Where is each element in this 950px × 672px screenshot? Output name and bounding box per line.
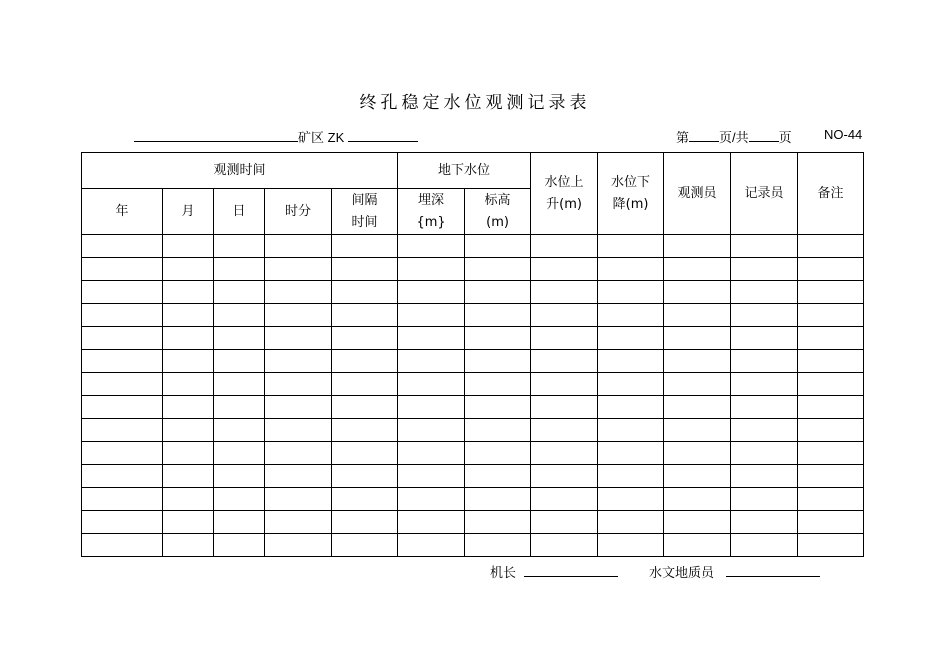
table-cell[interactable] [163, 258, 214, 281]
footer-hydrogeologist [649, 562, 820, 581]
header-remarks: 备注 [798, 153, 864, 235]
table-cell[interactable] [332, 465, 398, 488]
header-water-fall: 水位下降(m) [598, 153, 664, 235]
table-cell[interactable] [265, 465, 332, 488]
table-cell[interactable] [531, 396, 598, 419]
table-cell[interactable] [731, 442, 798, 465]
page-prefix: 第 [676, 130, 690, 145]
table-cell[interactable] [398, 488, 465, 511]
table-cell[interactable] [598, 327, 664, 350]
table-cell[interactable] [163, 304, 214, 327]
table-cell[interactable] [465, 350, 531, 373]
table-cell[interactable] [531, 442, 598, 465]
table-cell[interactable] [398, 258, 465, 281]
table-cell[interactable] [598, 511, 664, 534]
table-row [82, 511, 864, 534]
table-cell[interactable] [798, 465, 864, 488]
table-cell[interactable] [731, 534, 798, 557]
zk-number-blank[interactable] [348, 129, 418, 142]
table-cell[interactable] [465, 373, 531, 396]
page-suffix: 页 [778, 130, 792, 145]
table-cell[interactable] [265, 488, 332, 511]
table-cell[interactable] [163, 373, 214, 396]
table-cell[interactable] [332, 396, 398, 419]
table-cell[interactable] [332, 235, 398, 258]
form-number: NO-44 [824, 127, 863, 142]
header-groundwater-level: 地下水位 [398, 153, 531, 189]
table-cell[interactable] [82, 465, 163, 488]
table-row [82, 396, 864, 419]
table-cell[interactable] [664, 235, 731, 258]
table-cell[interactable] [398, 534, 465, 557]
table-cell[interactable] [265, 534, 332, 557]
table-row [82, 465, 864, 488]
table-cell[interactable] [265, 235, 332, 258]
captain-label: 机长 [490, 566, 517, 581]
table-cell[interactable] [163, 396, 214, 419]
header-hour-minute: 时分 [265, 189, 332, 235]
table-cell[interactable] [731, 235, 798, 258]
hydrogeologist-label: 水文地质员 [649, 566, 715, 581]
table-cell[interactable] [798, 396, 864, 419]
page-mid: 页/共 [719, 130, 749, 145]
table-cell[interactable] [531, 281, 598, 304]
table-cell[interactable] [82, 304, 163, 327]
table-cell[interactable] [731, 373, 798, 396]
table-cell[interactable] [163, 488, 214, 511]
table-cell[interactable] [531, 350, 598, 373]
table-cell[interactable] [598, 235, 664, 258]
table-cell[interactable] [531, 511, 598, 534]
table-cell[interactable] [598, 281, 664, 304]
table-row [82, 281, 864, 304]
table-cell[interactable] [82, 488, 163, 511]
table-cell[interactable] [731, 465, 798, 488]
table-cell[interactable] [798, 373, 864, 396]
table-cell[interactable] [731, 419, 798, 442]
header-day: 日 [214, 189, 265, 235]
table-cell[interactable] [398, 465, 465, 488]
table-cell[interactable] [332, 327, 398, 350]
header-depth: 埋深{m} [398, 189, 465, 235]
mine-name-blank[interactable] [134, 129, 298, 142]
table-cell[interactable] [598, 488, 664, 511]
table-cell[interactable] [332, 534, 398, 557]
table-cell[interactable] [465, 442, 531, 465]
table-cell[interactable] [598, 350, 664, 373]
table-cell[interactable] [332, 373, 398, 396]
table-cell[interactable] [82, 511, 163, 534]
table-cell[interactable] [598, 258, 664, 281]
table-cell[interactable] [214, 350, 265, 373]
page-current-blank[interactable] [689, 129, 719, 142]
table-cell[interactable] [214, 327, 265, 350]
table-cell[interactable] [214, 235, 265, 258]
table-cell[interactable] [664, 373, 731, 396]
table-cell[interactable] [332, 511, 398, 534]
table-cell[interactable] [265, 258, 332, 281]
table-cell[interactable] [598, 304, 664, 327]
table-row [82, 304, 864, 327]
table-cell[interactable] [265, 419, 332, 442]
table-cell[interactable] [398, 373, 465, 396]
header-elevation: 标高(m) [465, 189, 531, 235]
table-row [82, 235, 864, 258]
table-cell[interactable] [332, 419, 398, 442]
table-cell[interactable] [82, 235, 163, 258]
table-cell[interactable] [214, 373, 265, 396]
table-cell[interactable] [598, 534, 664, 557]
table-cell[interactable] [465, 511, 531, 534]
table-cell[interactable] [465, 465, 531, 488]
table-cell[interactable] [214, 281, 265, 304]
table-cell[interactable] [265, 511, 332, 534]
table-cell[interactable] [214, 442, 265, 465]
table-cell[interactable] [265, 442, 332, 465]
table-cell[interactable] [163, 534, 214, 557]
table-cell[interactable] [214, 488, 265, 511]
table-cell[interactable] [214, 465, 265, 488]
table-cell[interactable] [398, 511, 465, 534]
table-cell[interactable] [465, 396, 531, 419]
table-cell[interactable] [798, 258, 864, 281]
table-cell[interactable] [265, 373, 332, 396]
table-cell[interactable] [664, 419, 731, 442]
table-cell[interactable] [214, 534, 265, 557]
table-cell[interactable] [465, 534, 531, 557]
table-cell[interactable] [163, 235, 214, 258]
table-cell[interactable] [798, 350, 864, 373]
table-cell[interactable] [798, 419, 864, 442]
table-row [82, 327, 864, 350]
captain-signature-blank[interactable] [524, 564, 618, 577]
table-cell[interactable] [163, 465, 214, 488]
table-cell[interactable] [332, 442, 398, 465]
table-cell[interactable] [398, 396, 465, 419]
table-cell[interactable] [465, 281, 531, 304]
table-cell[interactable] [163, 350, 214, 373]
table-cell[interactable] [214, 304, 265, 327]
table-cell[interactable] [531, 488, 598, 511]
table-cell[interactable] [465, 488, 531, 511]
table-cell[interactable] [398, 327, 465, 350]
table-cell[interactable] [531, 235, 598, 258]
table-cell[interactable] [398, 419, 465, 442]
table-cell[interactable] [332, 258, 398, 281]
table-cell[interactable] [82, 373, 163, 396]
table-cell[interactable] [664, 327, 731, 350]
table-body [82, 235, 864, 557]
table-cell[interactable] [82, 350, 163, 373]
table-cell[interactable] [664, 304, 731, 327]
table-cell[interactable] [798, 442, 864, 465]
table-cell[interactable] [798, 235, 864, 258]
table-cell[interactable] [214, 258, 265, 281]
table-cell[interactable] [465, 235, 531, 258]
form-title: 终孔稳定水位观测记录表 [359, 93, 591, 113]
table-cell[interactable] [465, 327, 531, 350]
observation-table [81, 152, 864, 557]
table-cell[interactable] [531, 373, 598, 396]
table-cell[interactable] [265, 304, 332, 327]
table-cell[interactable] [332, 350, 398, 373]
table-cell[interactable] [664, 350, 731, 373]
table-cell[interactable] [82, 396, 163, 419]
table-cell[interactable] [82, 534, 163, 557]
table-row [82, 419, 864, 442]
table-cell[interactable] [163, 511, 214, 534]
table-cell[interactable] [731, 511, 798, 534]
table-row [82, 488, 864, 511]
table-cell[interactable] [465, 304, 531, 327]
header-month: 月 [163, 189, 214, 235]
table-cell[interactable] [332, 281, 398, 304]
table-cell[interactable] [664, 465, 731, 488]
header-observation-time: 观测时间 [82, 153, 398, 189]
table-cell[interactable] [731, 258, 798, 281]
table-cell[interactable] [82, 281, 163, 304]
table-cell[interactable] [531, 534, 598, 557]
table-row [82, 258, 864, 281]
table-cell[interactable] [163, 327, 214, 350]
table-cell[interactable] [163, 281, 214, 304]
table-cell[interactable] [798, 511, 864, 534]
mine-zk-line [134, 127, 418, 146]
table-cell[interactable] [798, 327, 864, 350]
table-cell[interactable] [731, 488, 798, 511]
mine-label: 矿区 [298, 130, 325, 145]
table-cell[interactable] [531, 304, 598, 327]
table-cell[interactable] [398, 281, 465, 304]
table-cell[interactable] [465, 258, 531, 281]
table-cell[interactable] [731, 304, 798, 327]
table-cell[interactable] [398, 304, 465, 327]
header-observer: 观测员 [664, 153, 731, 235]
table-cell[interactable] [332, 304, 398, 327]
table-cell[interactable] [664, 258, 731, 281]
table-cell[interactable] [332, 488, 398, 511]
table-cell[interactable] [214, 396, 265, 419]
page-number-line [676, 127, 792, 146]
table-cell[interactable] [798, 304, 864, 327]
table-cell[interactable] [214, 511, 265, 534]
header-recorder: 记录员 [731, 153, 798, 235]
table-cell[interactable] [82, 419, 163, 442]
table-cell[interactable] [398, 235, 465, 258]
table-cell[interactable] [664, 534, 731, 557]
table-cell[interactable] [731, 350, 798, 373]
table-cell[interactable] [598, 419, 664, 442]
table-cell[interactable] [798, 281, 864, 304]
table-cell[interactable] [598, 396, 664, 419]
table-cell[interactable] [598, 442, 664, 465]
table-cell[interactable] [82, 258, 163, 281]
table-cell[interactable] [664, 442, 731, 465]
table-cell[interactable] [163, 419, 214, 442]
table-cell[interactable] [265, 396, 332, 419]
table-cell[interactable] [731, 396, 798, 419]
table-cell[interactable] [664, 396, 731, 419]
table-cell[interactable] [531, 465, 598, 488]
table-cell[interactable] [82, 327, 163, 350]
table-cell[interactable] [664, 488, 731, 511]
table-cell[interactable] [465, 419, 531, 442]
table-cell[interactable] [398, 350, 465, 373]
table-cell[interactable] [598, 465, 664, 488]
page-total-blank[interactable] [749, 129, 779, 142]
table-cell[interactable] [265, 327, 332, 350]
table-cell[interactable] [531, 327, 598, 350]
table-cell[interactable] [214, 419, 265, 442]
table-cell[interactable] [798, 534, 864, 557]
table-cell[interactable] [265, 350, 332, 373]
header-water-rise: 水位上升(m) [531, 153, 598, 235]
table-row [82, 373, 864, 396]
table-row [82, 350, 864, 373]
table-cell[interactable] [265, 281, 332, 304]
table-cell[interactable] [731, 281, 798, 304]
table-cell[interactable] [531, 258, 598, 281]
table-cell[interactable] [598, 373, 664, 396]
table-cell[interactable] [82, 442, 163, 465]
header-year: 年 [82, 189, 163, 235]
table-row [82, 534, 864, 557]
footer-captain [490, 562, 618, 581]
table-cell[interactable] [731, 327, 798, 350]
table-cell[interactable] [398, 442, 465, 465]
hydrogeologist-signature-blank[interactable] [726, 564, 820, 577]
table-cell[interactable] [664, 511, 731, 534]
table-cell[interactable] [531, 419, 598, 442]
table-cell[interactable] [798, 488, 864, 511]
table-cell[interactable] [163, 442, 214, 465]
table-cell[interactable] [664, 281, 731, 304]
zk-label: ZK [327, 130, 345, 145]
table-row [82, 442, 864, 465]
header-interval: 间隔时间 [332, 189, 398, 235]
